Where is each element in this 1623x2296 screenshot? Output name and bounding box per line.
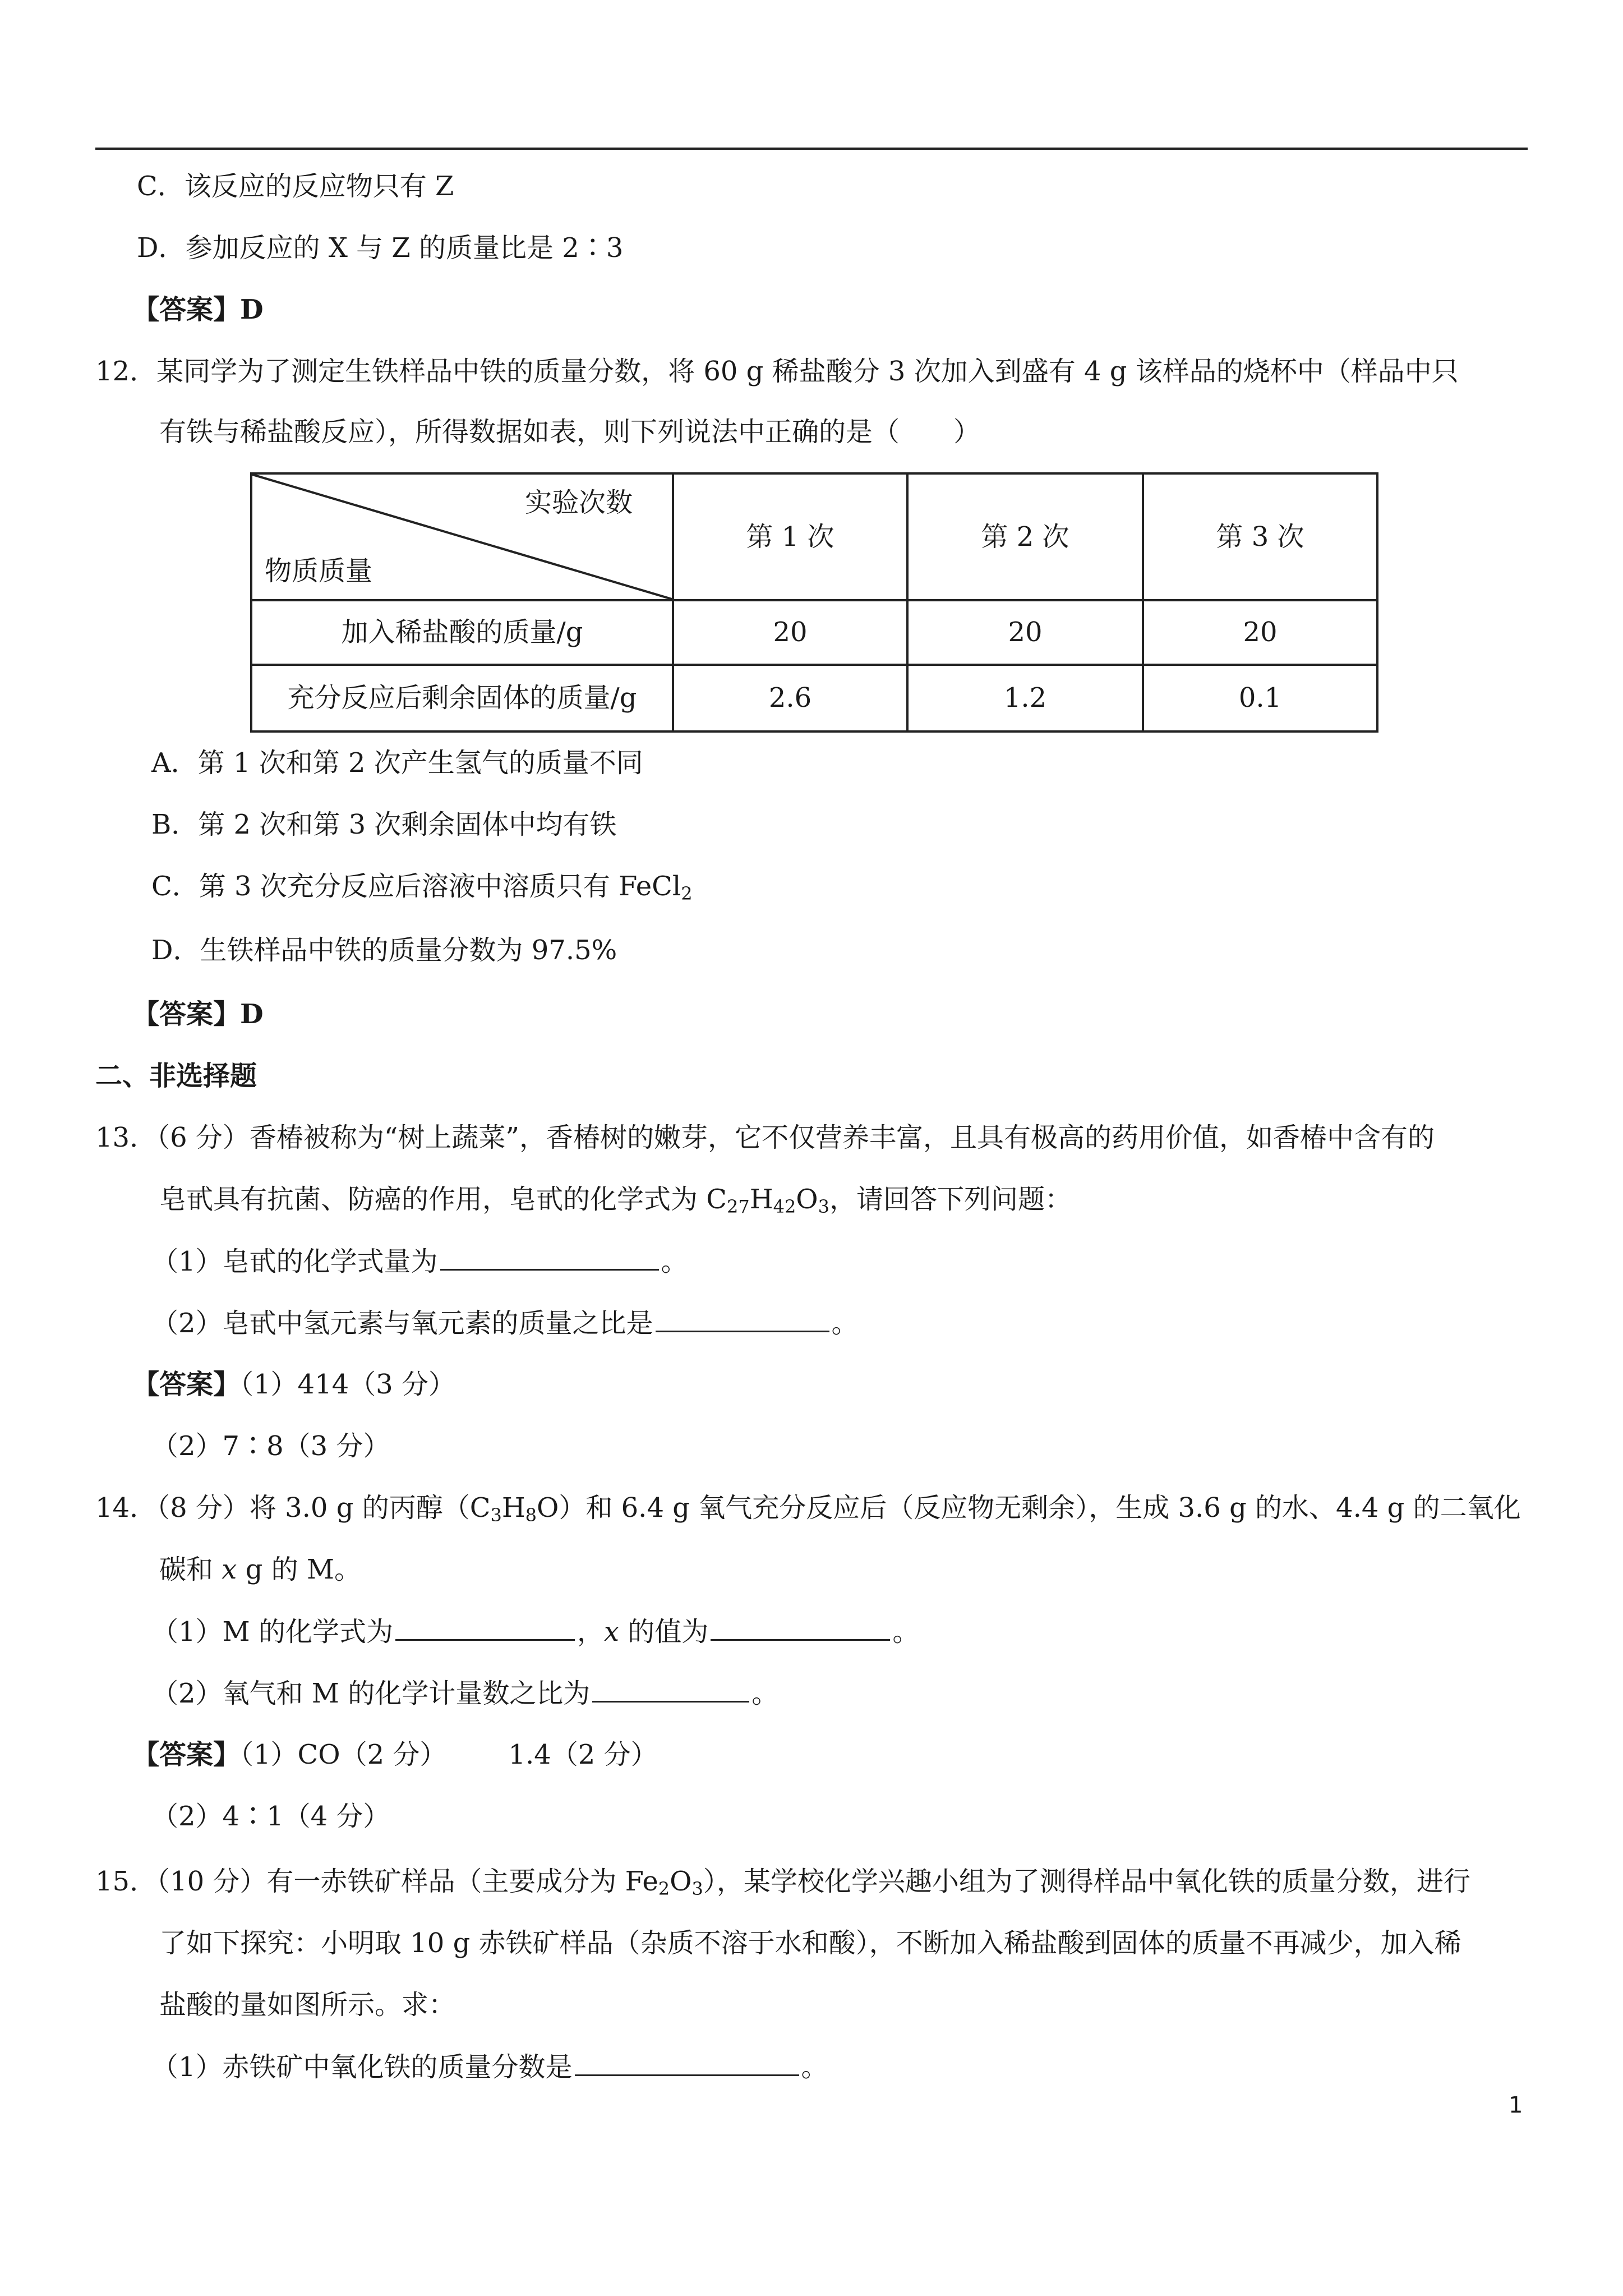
table-cell: 0.1	[1143, 665, 1377, 731]
q11-answer: 【答案】D	[132, 294, 264, 325]
q15-sub1: （1）赤铁矿中氧化铁的质量分数是 。	[151, 2050, 828, 2084]
table-cell: 20	[1143, 600, 1377, 665]
q14-answer: 【答案】（1）CO（2 分） 1.4（2 分）	[132, 1739, 658, 1770]
table-row	[251, 665, 1377, 731]
q12-option-c: C．第 3 次充分反应后溶液中溶质只有 FeCl$_2$	[151, 871, 693, 904]
answer-blank[interactable]	[395, 1614, 575, 1641]
q14-sub1: （1）M 的化学式为 ，x 的值为 。	[151, 1614, 919, 1649]
q12-answer: 【答案】D	[132, 999, 264, 1030]
table-header-cell: 第 1 次	[673, 473, 907, 600]
answer-blank[interactable]	[656, 1306, 829, 1332]
table-corner-bottom-label: 物质质量	[265, 555, 373, 587]
table-cell: 20	[673, 600, 907, 665]
q15-stem-line1: 15．（10 分）有一赤铁矿样品（主要成分为 $Fe_2O_3$），某学校化学兴趣小组为了测得样品中氧化铁的质量分数，进行	[95, 1866, 1470, 1899]
q12-option-b: B．第 2 次和第 3 次剩余固体中均有铁	[151, 809, 617, 840]
q12-stem-line1: 12．某同学为了测定生铁样品中铁的质量分数，将 60 g 稀盐酸分 3 次加入到盛有 4 g 该样品的烧杯中（样品中只	[95, 356, 1459, 387]
table-cell: 1.2	[907, 665, 1143, 731]
q12-option-d: D．生铁样品中铁的质量分数为 97.5%	[151, 935, 617, 966]
header-rule	[95, 148, 1528, 150]
q13-sub2: （2）皂甙中氢元素与氧元素的质量之比是 。	[151, 1306, 859, 1340]
q13-answer-2: （2）7∶8（3 分）	[151, 1430, 390, 1462]
q14-sub2: （2）氧气和 M 的化学计量数之比为 。	[151, 1676, 778, 1710]
q12-stem-line2: 有铁与稀盐酸反应），所得数据如表，则下列说法中正确的是（ ）	[159, 416, 981, 448]
section-title: 二、非选择题	[95, 1060, 257, 1092]
table-row-label: 加入稀盐酸的质量/g	[251, 600, 673, 665]
page-number: 1	[1509, 2092, 1523, 2118]
q13-stem-line1: 13．（6 分）香椿被称为“树上蔬菜”，香椿树的嫩芽，它不仅营养丰富，且具有极高的药用价值，如香椿中含有的	[95, 1122, 1435, 1153]
table-cell: 2.6	[673, 665, 907, 731]
q14-answer-2: （2）4∶1（4 分）	[151, 1801, 390, 1832]
q13-answer: 【答案】（1）414（3 分）	[132, 1369, 455, 1400]
q12-data-table	[250, 472, 1378, 733]
answer-blank[interactable]	[592, 1676, 749, 1703]
q15-stem-line2: 了如下探究：小明取 10 g 赤铁矿样品（杂质不溶于水和酸），不断加入稀盐酸到固体的质量不再减少，加入稀	[159, 1927, 1461, 1959]
q11-option-c: C．该反应的反应物只有 Z	[137, 171, 454, 202]
answer-blank[interactable]	[575, 2050, 799, 2076]
table-row-label: 充分反应后剩余固体的质量/g	[251, 665, 673, 731]
table-header-cell: 第 3 次	[1143, 473, 1377, 600]
table-corner-cell	[251, 473, 673, 600]
q14-stem-line2: 碳和 x g 的 M。	[159, 1554, 361, 1585]
q15-stem-line3: 盐酸的量如图所示。求：	[159, 1989, 456, 2021]
q13-sub1: （1）皂甙的化学式量为 。	[151, 1244, 688, 1278]
answer-blank[interactable]	[711, 1614, 890, 1641]
q12-option-a: A．第 1 次和第 2 次产生氢气的质量不同	[151, 747, 643, 779]
q14-stem-line1: 14．（8 分）将 3.0 g 的丙醇$(C_3H_8O)$和 6.4 g 氧气充分反应后（反应物无剩余），生成 3.6 g 的水、4.4 g 的二氧化	[95, 1492, 1521, 1526]
q13-stem-line2: 皂甙具有抗菌、防癌的作用，皂甙的化学式为 $C_{27}H_{42}O_3$，请回答下列问题：	[159, 1184, 1072, 1217]
table-row	[251, 600, 1377, 665]
table-corner-top-label: 实验次数	[524, 487, 633, 518]
table-cell: 20	[907, 600, 1143, 665]
q11-option-d: D．参加反应的 X 与 Z 的质量比是 2∶3	[137, 232, 624, 264]
table-header-cell: 第 2 次	[907, 473, 1143, 600]
answer-blank[interactable]	[440, 1244, 659, 1271]
